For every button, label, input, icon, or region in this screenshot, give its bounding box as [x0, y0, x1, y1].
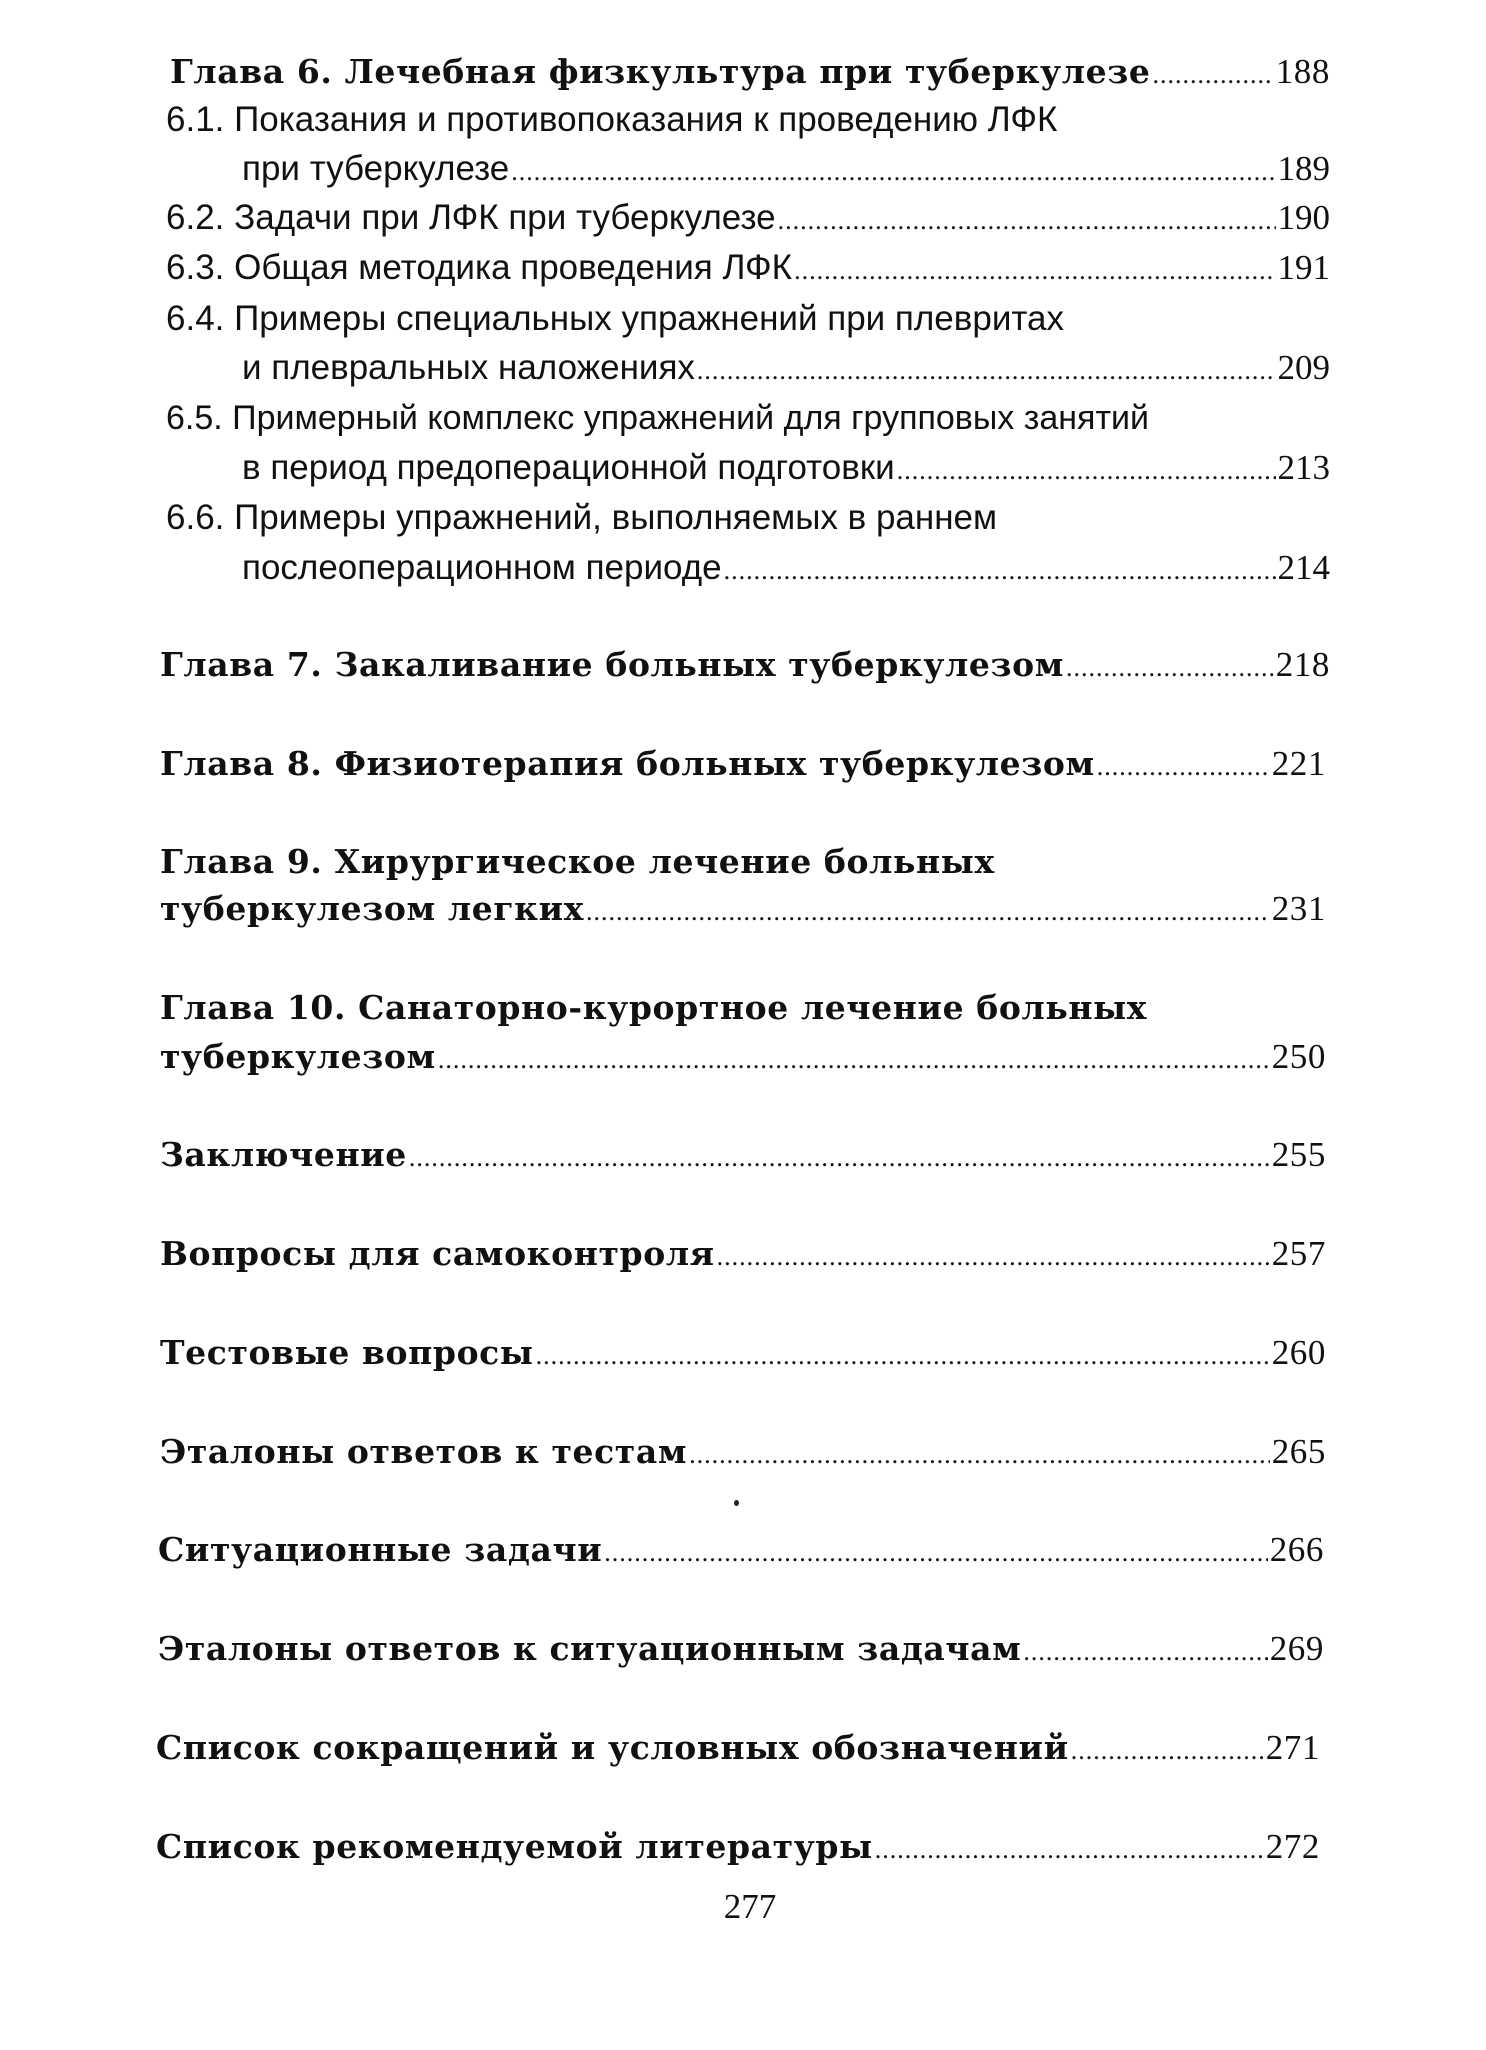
- toc-entry-6-6-line1: [166, 496, 997, 540]
- toc-entry-page: 188: [1275, 52, 1330, 91]
- toc-entry-title: Глава 7. Закаливание больных туберкулезом: [160, 645, 1065, 684]
- toc-entry-page: 255: [1271, 1135, 1326, 1174]
- dot-leader: [586, 887, 1270, 934]
- toc-entry-chapter-9: [160, 887, 1326, 934]
- dot-leader: [511, 147, 1275, 194]
- toc-entry-page: 260: [1271, 1333, 1326, 1372]
- toc-entry-abbreviations: [156, 1726, 1320, 1773]
- dot-leader: [1097, 742, 1270, 789]
- toc-entry-chapter-9-line1: [160, 840, 995, 884]
- toc-entry-chapter-7: [160, 643, 1330, 690]
- toc-entry-page: 250: [1271, 1037, 1326, 1076]
- toc-entry-title: 6.3. Общая методика проведения ЛФК: [166, 248, 793, 287]
- toc-entry-page: 271: [1265, 1728, 1320, 1767]
- toc-entry-page: 265: [1271, 1432, 1326, 1471]
- toc-entry-6-2: [166, 196, 1330, 243]
- dot-leader: [604, 1528, 1267, 1575]
- toc-entry-chapter-8: [160, 742, 1326, 789]
- dot-leader: [689, 1430, 1270, 1477]
- dot-leader: [1023, 1627, 1267, 1674]
- toc-entry-chapter-10-line1: [160, 986, 1147, 1030]
- dot-leader: [1071, 1726, 1264, 1773]
- dot-leader: [897, 446, 1276, 493]
- toc-entry-situational-answers: [158, 1627, 1324, 1674]
- toc-entry-page: 269: [1269, 1629, 1324, 1668]
- dot-leader: [536, 1331, 1270, 1378]
- dot-leader: [794, 246, 1275, 293]
- toc-entry-page: 221: [1271, 744, 1326, 783]
- toc-entry-title: Тестовые вопросы: [160, 1333, 534, 1372]
- toc-entry-self-check: [160, 1232, 1326, 1279]
- toc-entry-title: Глава 10. Санаторно-курортное лечение больных: [160, 988, 1148, 1027]
- toc-entry-literature: [156, 1825, 1320, 1872]
- toc-entry-page: 218: [1275, 645, 1330, 684]
- toc-entry-title: Глава 9. Хирургическое лечение больных: [160, 842, 995, 881]
- toc-entry-title: Ситуационные задачи: [158, 1530, 603, 1569]
- toc-entry-page: 213: [1277, 448, 1330, 487]
- toc-entry-page: 189: [1277, 149, 1330, 188]
- toc-entry-title-cont: послеоперационном периоде: [242, 548, 722, 587]
- dot-leader: [778, 196, 1276, 243]
- toc-entry-6-4: [242, 346, 1330, 393]
- dot-leader: [717, 1232, 1270, 1279]
- toc-entry-6-1-line1: [166, 98, 1057, 142]
- dot-leader: [409, 1133, 1270, 1180]
- toc-entry-page: 231: [1271, 889, 1326, 928]
- dot-leader: [1066, 643, 1274, 690]
- dot-leader: [724, 546, 1276, 593]
- toc-entry-6-1: [242, 147, 1330, 194]
- toc-entry-page: 266: [1269, 1530, 1324, 1569]
- print-speck: [734, 1500, 739, 1506]
- toc-entry-test-answers: [160, 1430, 1326, 1477]
- toc-entry-tests: [160, 1331, 1326, 1378]
- dot-leader: [438, 1035, 1270, 1082]
- toc-entry-title-cont: и плевральных наложениях: [242, 348, 695, 387]
- dot-leader: [875, 1825, 1264, 1872]
- toc-entry-title: Список сокращений и условных обозначений: [156, 1728, 1069, 1767]
- toc-entry-conclusion: [160, 1133, 1326, 1180]
- toc-entry-title: Эталоны ответов к тестам: [160, 1432, 688, 1471]
- toc-entry-title: 6.6. Примеры упражнений, выполняемых в раннем: [166, 498, 998, 537]
- toc-entry-6-3: [166, 246, 1330, 293]
- toc-entry-page: 257: [1271, 1234, 1326, 1273]
- toc-entry-title-cont: при туберкулезе: [242, 149, 510, 188]
- toc-entry-6-6: [242, 546, 1330, 593]
- toc-entry-6-5: [242, 446, 1330, 493]
- toc-entry-title: Вопросы для самоконтроля: [160, 1234, 715, 1273]
- toc-entry-title: Глава 8. Физиотерапия больных туберкулезом: [160, 744, 1095, 783]
- toc-entry-page: 209: [1277, 348, 1330, 387]
- toc-entry-page: 190: [1277, 198, 1330, 237]
- toc-entry-chapter-10: [160, 1035, 1326, 1082]
- toc-entry-title: 6.1. Показания и противопоказания к проведению ЛФК: [166, 100, 1058, 139]
- dot-leader: [697, 346, 1276, 393]
- toc-entry-title-cont: туберкулезом легких: [160, 889, 584, 928]
- toc-entry-title: 6.4. Примеры специальных упражнений при плевритах: [166, 299, 1064, 338]
- toc-entry-title: Глава 6. Лечебная физкультура при туберкулезе: [170, 52, 1151, 91]
- toc-entry-title: Заключение: [160, 1135, 407, 1174]
- toc-entry-title-cont: в период предоперационной подготовки: [242, 448, 895, 487]
- toc-entry-title: 6.5. Примерный комплекс упражнений для групповых занятий: [166, 399, 1149, 437]
- page-number: 277: [723, 1887, 777, 1926]
- toc-entry-chapter-6: [170, 50, 1330, 97]
- toc-entry-situational-tasks: [158, 1528, 1324, 1575]
- toc-entry-6-4-line1: [166, 297, 1064, 341]
- toc-entry-6-5-line1: [166, 396, 1149, 440]
- toc-entry-title: Эталоны ответов к ситуационным задачам: [158, 1629, 1022, 1668]
- toc-entry-page: 272: [1265, 1827, 1320, 1866]
- toc-entry-title: 6.2. Задачи при ЛФК при туберкулезе: [166, 198, 776, 237]
- dot-leader: [1152, 50, 1273, 97]
- toc-entry-title-cont: туберкулезом: [160, 1037, 436, 1076]
- toc-entry-page: 214: [1277, 548, 1330, 587]
- toc-entry-page: 191: [1277, 248, 1330, 287]
- toc-entry-title: Список рекомендуемой литературы: [156, 1827, 873, 1866]
